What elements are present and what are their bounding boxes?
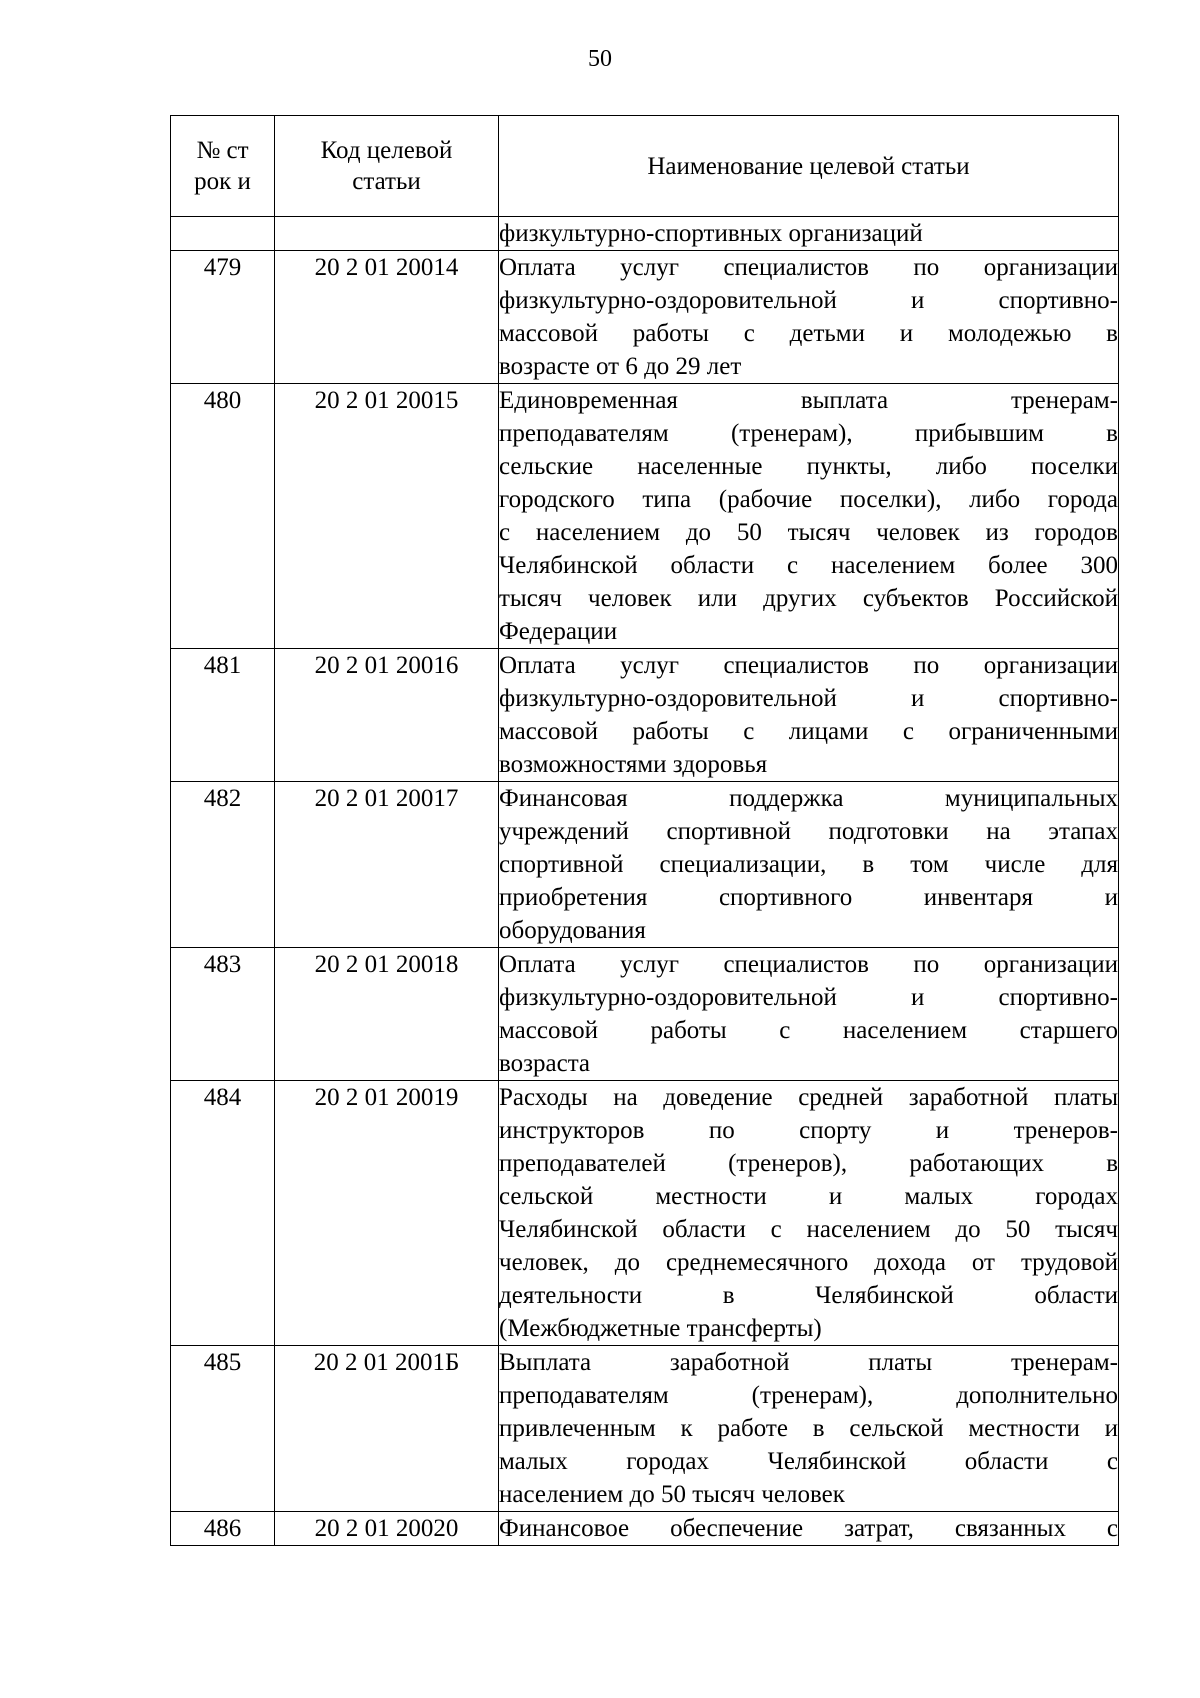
row-name — [499, 1346, 1119, 1512]
row-name-line: Челябинской области с населением до 50 тысяч — [499, 1216, 1118, 1243]
table-row — [171, 384, 1119, 649]
row-code: 20 2 01 2001Б — [275, 1346, 499, 1512]
row-name — [499, 1081, 1119, 1346]
row-code: 20 2 01 20019 — [275, 1081, 499, 1346]
row-name-line: массовой работы с лицами с ограниченными — [499, 718, 1118, 745]
header-code: Код целевой статьи — [275, 116, 499, 217]
row-number: 481 — [171, 649, 275, 782]
row-number: 484 — [171, 1081, 275, 1346]
row-name-line: деятельности в Челябинской области — [499, 1282, 1118, 1309]
row-code: 20 2 01 20020 — [275, 1512, 499, 1546]
row-number — [171, 217, 275, 251]
row-name-line: спортивной специализации, в том числе для — [499, 851, 1118, 878]
row-name-line: Единовременная выплата тренерам- — [499, 387, 1118, 414]
row-code: 20 2 01 20016 — [275, 649, 499, 782]
row-name-line: физкультурно-оздоровительной и спортивно- — [499, 685, 1118, 712]
row-name-line: Финансовая поддержка муниципальных — [499, 785, 1118, 812]
table-row — [171, 251, 1119, 384]
row-name-line: человек, до среднемесячного дохода от трудовой — [499, 1249, 1118, 1276]
row-number: 483 — [171, 948, 275, 1081]
row-name-line: Выплата заработной платы тренерам- — [499, 1349, 1118, 1376]
row-name-line: сельской местности и малых городах — [499, 1183, 1118, 1210]
row-name — [499, 384, 1119, 649]
row-name-line: малых городах Челябинской области с — [499, 1448, 1118, 1475]
row-code — [275, 217, 499, 251]
table-row — [171, 948, 1119, 1081]
row-name-line: преподавателям (тренерам), прибывшим в — [499, 420, 1118, 447]
row-number: 485 — [171, 1346, 275, 1512]
target-articles-table — [170, 115, 1119, 1546]
table-row — [171, 1512, 1119, 1546]
row-name-line: Челябинской области с населением более 300 — [499, 552, 1118, 579]
row-name — [499, 649, 1119, 782]
table-row — [171, 782, 1119, 948]
header-name: Наименование целевой статьи — [499, 116, 1119, 217]
row-name-line: массовой работы с детьми и молодежью в — [499, 320, 1118, 347]
row-code: 20 2 01 20018 — [275, 948, 499, 1081]
table-row — [171, 1081, 1119, 1346]
row-name — [499, 782, 1119, 948]
row-name-line: Оплата услуг специалистов по организации — [499, 254, 1118, 281]
header-row-number: № строк и — [171, 116, 275, 217]
table-header-row — [171, 116, 1119, 217]
row-name-line: приобретения спортивного инвентаря и — [499, 884, 1118, 911]
row-name-line: возрасте от 6 до 29 лет — [499, 353, 742, 380]
row-number: 479 — [171, 251, 275, 384]
row-name-line: Оплата услуг специалистов по организации — [499, 951, 1118, 978]
row-name-line: городского типа (рабочие поселки), либо города — [499, 486, 1118, 513]
row-name-line: привлеченным к работе в сельской местности и — [499, 1415, 1118, 1442]
row-name-line: массовой работы с населением старшего — [499, 1017, 1118, 1044]
row-name-line: преподавателей (тренеров), работающих в — [499, 1150, 1118, 1177]
row-code: 20 2 01 20014 — [275, 251, 499, 384]
row-name-line: физкультурно-спортивных организаций — [499, 220, 923, 247]
row-name-line: тысяч человек или других субъектов Российской — [499, 585, 1118, 612]
row-name — [499, 948, 1119, 1081]
row-name-line: физкультурно-оздоровительной и спортивно- — [499, 287, 1118, 314]
row-name — [499, 251, 1119, 384]
row-name-line: Расходы на доведение средней заработной платы — [499, 1084, 1118, 1111]
row-name-line: возраста — [499, 1050, 591, 1077]
row-name — [499, 217, 1119, 251]
row-name — [499, 1512, 1119, 1546]
row-name-line: сельские населенные пункты, либо поселки — [499, 453, 1118, 480]
row-name-line: Федерации — [499, 618, 618, 645]
row-name-line: (Межбюджетные трансферты) — [499, 1315, 822, 1342]
row-name-line: с населением до 50 тысяч человек из городов — [499, 519, 1118, 546]
row-code: 20 2 01 20015 — [275, 384, 499, 649]
row-name-line: преподавателям (тренерам), дополнительно — [499, 1382, 1118, 1409]
row-name-line: оборудования — [499, 917, 646, 944]
table-row — [171, 649, 1119, 782]
row-name-line: инструкторов по спорту и тренеров- — [499, 1117, 1118, 1144]
row-number: 486 — [171, 1512, 275, 1546]
table-row — [171, 217, 1119, 251]
row-name-line: Оплата услуг специалистов по организации — [499, 652, 1118, 679]
row-name-line: Финансовое обеспечение затрат, связанных с — [499, 1515, 1118, 1542]
row-number: 482 — [171, 782, 275, 948]
row-number: 480 — [171, 384, 275, 649]
row-name-line: возможностями здоровья — [499, 751, 768, 778]
row-code: 20 2 01 20017 — [275, 782, 499, 948]
page-number: 50 — [588, 46, 612, 72]
row-name-line: учреждений спортивной подготовки на этапах — [499, 818, 1118, 845]
row-name-line: населением до 50 тысяч человек — [499, 1481, 845, 1508]
table-body — [171, 217, 1119, 1546]
row-name-line: физкультурно-оздоровительной и спортивно- — [499, 984, 1118, 1011]
table-row — [171, 1346, 1119, 1512]
